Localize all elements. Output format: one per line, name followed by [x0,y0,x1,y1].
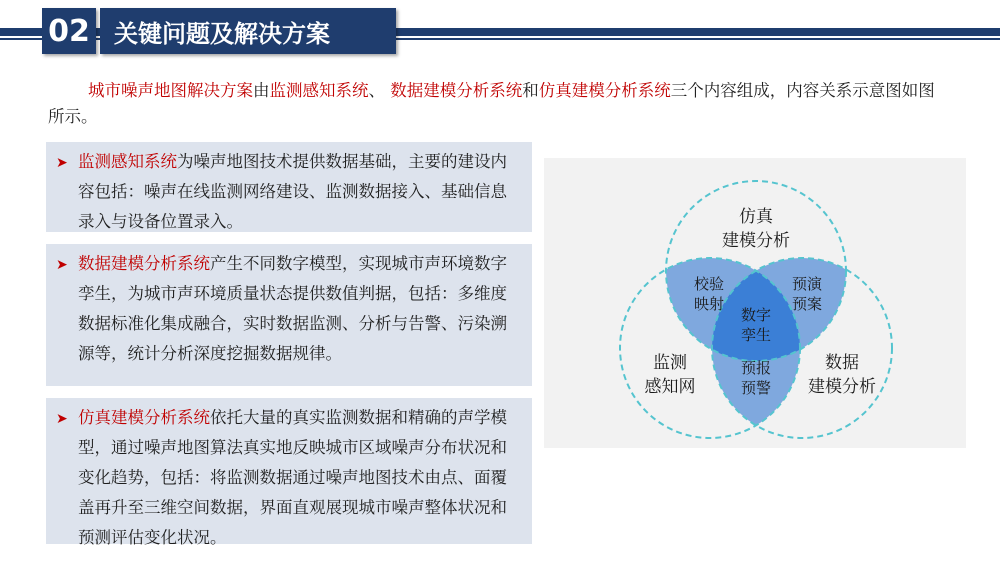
venn-diagram [544,158,966,448]
label-bottom-1: 预报 [740,359,772,377]
intro-text: 和 [522,81,539,100]
bullet-text: 为噪声地图技术提供数据基础，主要的建设内容包括：噪声在线监测网络建设、监测数据接入、基础信息录入与设备位置录入。 [78,152,507,231]
label-center-1: 数字 [740,306,772,324]
label-left-1: 监测 [653,353,687,373]
intro-highlight: 数据建模分析系统 [390,81,523,100]
intro-highlight: 城市噪声地图解决方案 [88,81,253,100]
label-right-2: 建模分析 [808,377,876,397]
label-top-right-1: 预演 [791,275,823,293]
bullet-panel-data-modeling [46,244,532,386]
section-number: 02 [42,8,96,54]
venn-diagram-card [544,158,966,448]
bullet-title: 仿真建模分析系统 [78,408,210,427]
intro-highlight: 监测感知系统 [269,81,369,100]
bullet-text: 依托大量的真实监测数据和精确的声学模型，通过噪声地图算法真实地反映城市区域噪声分布状况和变化趋势，包括：将监测数据通过噪声地图技术由点、面覆盖再升至三维空间数据，界面直观展现城市噪声整体状况和预测评估变化状况。 [78,408,507,547]
bullet-title: 监测感知系统 [78,152,177,171]
label-bottom-2: 预警 [740,379,772,397]
bullet-title: 数据建模分析系统 [78,254,210,273]
arrow-bullet-icon: ➤ [56,411,68,427]
arrow-bullet-icon: ➤ [56,257,68,273]
intro-paragraph [48,78,938,130]
intro-text: 三个内容组成，内容关系示意图如图所示。 [48,81,935,126]
label-top-2: 建模分析 [722,231,790,251]
section-title: 关键问题及解决方案 [100,8,396,54]
intro-highlight: 仿真建模分析系统 [538,81,671,100]
bullet-panel-monitoring [46,142,532,232]
intro-text: 、 [368,81,391,100]
label-top-left-2: 映射 [693,295,725,313]
label-right-1: 数据 [825,353,859,373]
intro-text: 由 [253,81,270,100]
label-top-1: 仿真 [739,207,773,227]
label-top-left-1: 校验 [693,275,725,293]
label-left-2: 感知网 [644,377,696,397]
arrow-bullet-icon: ➤ [56,155,68,171]
label-center-2: 孪生 [740,326,772,344]
bullet-panel-simulation [46,398,532,547]
bullet-text: 产生不同数字模型，实现城市声环境数字孪生，为城市声环境质量状态提供数值判据，包括：多维度数据标准化集成融合，实时数据监测、分析与告警、污染溯源等，统计分析深度挖掘数据规律。 [78,254,507,363]
label-top-right-2: 预案 [791,295,823,313]
